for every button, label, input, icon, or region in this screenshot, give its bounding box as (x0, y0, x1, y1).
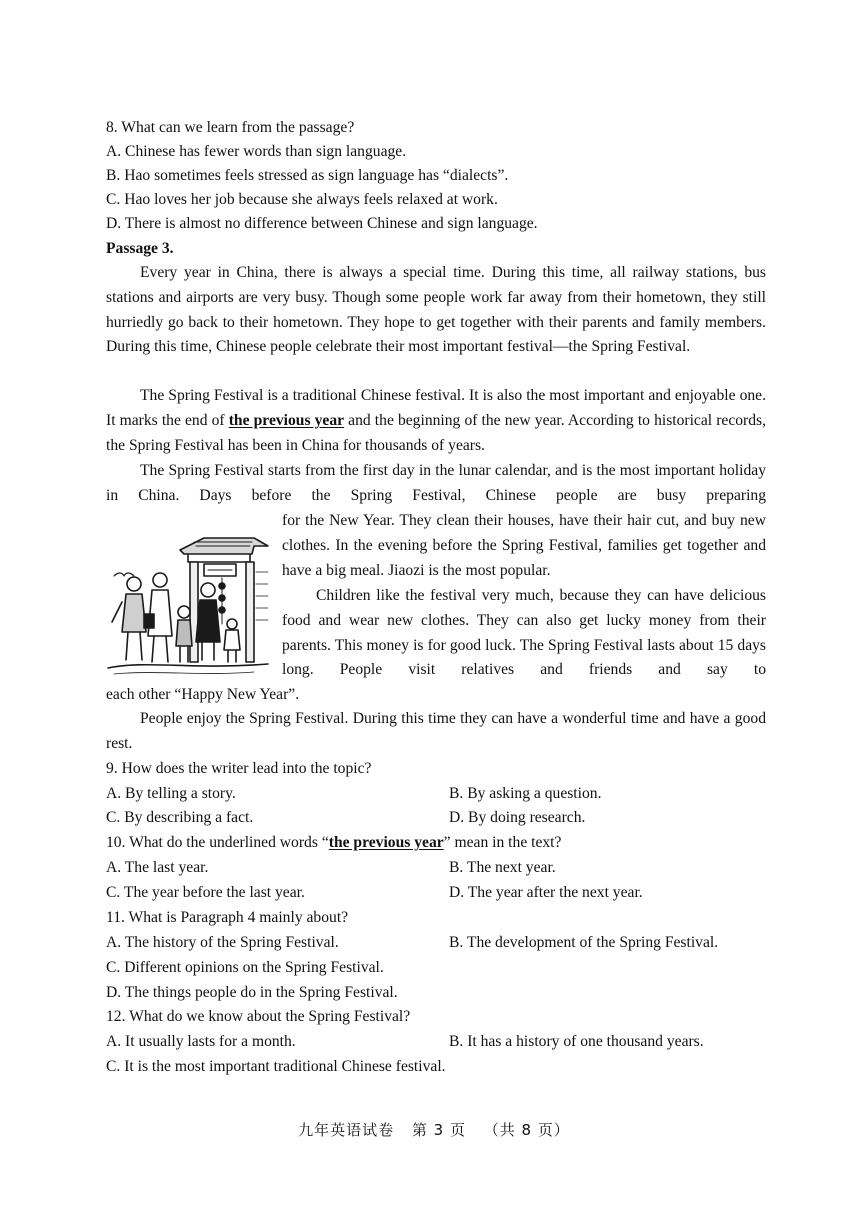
footer-total-pages: （共 8 页） (483, 1121, 570, 1139)
passage-paragraph-4-wrap: Children like the festival very much, because they can have delicious food and wear new clothes. They can also get lucky money from their parents. This money is for good luck. The Spring Festival lasts about 15 days long. People visit relatives and friends and say to (282, 587, 766, 679)
p2-text-after: and the beginning of the new year. According to historical records, the Spring Festival has been in China for thousands of years. (106, 411, 766, 454)
q10-option-d: D. The year after the next year. (449, 884, 643, 901)
q10-underlined-phrase: the previous year (328, 834, 444, 851)
q10-option-c: C. The year before the last year. (106, 884, 305, 901)
q10-text-before: 10. What do the underlined words “ (106, 834, 329, 851)
q11-option-d: D. The things people do in the Spring Festival. (106, 984, 398, 1001)
page-footer (0, 1119, 868, 1140)
q9-question: 9. How does the writer lead into the topic? (106, 760, 372, 777)
q12-option-c: C. It is the most important traditional Chinese festival. (106, 1058, 446, 1075)
p2-text-before: The Spring Festival is a traditional Chinese festival. It is also the most important and enjoyable one. It marks the end of (106, 387, 766, 429)
q8-option-a: A. Chinese has fewer words than sign language. (106, 143, 407, 160)
q8-option-c: C. Hao loves her job because she always feels relaxed at work. (106, 191, 498, 208)
passage-paragraph-3-wrap: for the New Year. They clean their houses, have their hair cut, and buy new clothes. In the evening before the Spring Festival, families get together and have a big meal. Jiaozi is the most popular. (282, 512, 766, 579)
q9-option-c: C. By describing a fact. (106, 809, 254, 826)
q10-text-after: ” mean in the text? (443, 834, 562, 851)
q10-question (106, 831, 561, 856)
footer-page-number: 第 3 页 (411, 1121, 466, 1139)
q11-option-b: B. The development of the Spring Festival. (449, 934, 719, 951)
q11-question: 11. What is Paragraph 4 mainly about? (106, 909, 349, 926)
passage-heading: Passage 3. (106, 240, 174, 257)
p2-underlined-phrase: the previous year (228, 411, 345, 429)
q9-option-b: B. By asking a question. (449, 785, 602, 802)
q12-option-b: B. It has a history of one thousand years. (449, 1033, 704, 1050)
footer-exam-title: 九年英语试卷 (298, 1121, 395, 1139)
q8-option-b: B. Hao sometimes feels stressed as sign language has “dialects”. (106, 167, 509, 184)
passage-paragraph-3-start: The Spring Festival starts from the first day in the lunar calendar, and is the most important holiday in China. Days before the Spring Festival, Chinese people are busy preparing (106, 462, 766, 504)
q10-option-a: A. The last year. (106, 859, 209, 876)
q12-question: 12. What do we know about the Spring Festival? (106, 1008, 411, 1025)
q11-option-a: A. The history of the Spring Festival. (106, 934, 339, 951)
q9-option-a: A. By telling a story. (106, 785, 236, 802)
q8-question: 8. What can we learn from the passage? (106, 119, 355, 136)
q8-option-d: D. There is almost no difference between Chinese and sign language. (106, 215, 538, 232)
q11-option-c: C. Different opinions on the Spring Festival. (106, 959, 384, 976)
q10-option-b: B. The next year. (449, 859, 556, 876)
q9-option-d: D. By doing research. (449, 809, 586, 826)
passage-paragraph-5: People enjoy the Spring Festival. During this time they can have a wonderful time and have a good rest. (106, 710, 766, 752)
passage-paragraph-2 (106, 384, 766, 458)
spring-festival-family-illustration (104, 532, 270, 680)
passage-paragraph-1: Every year in China, there is always a special time. During this time, all railway stations, bus stations and airports are very busy. Though some people work far away from their hometown, they still hurriedly go back to their hometown. They hope to get together with their parents and family members. During this time, Chinese people celebrate their most important festival—the Spring Festival. (106, 264, 766, 356)
q12-option-a: A. It usually lasts for a month. (106, 1033, 296, 1050)
passage-paragraph-4-end: each other “Happy New Year”. (106, 686, 300, 703)
